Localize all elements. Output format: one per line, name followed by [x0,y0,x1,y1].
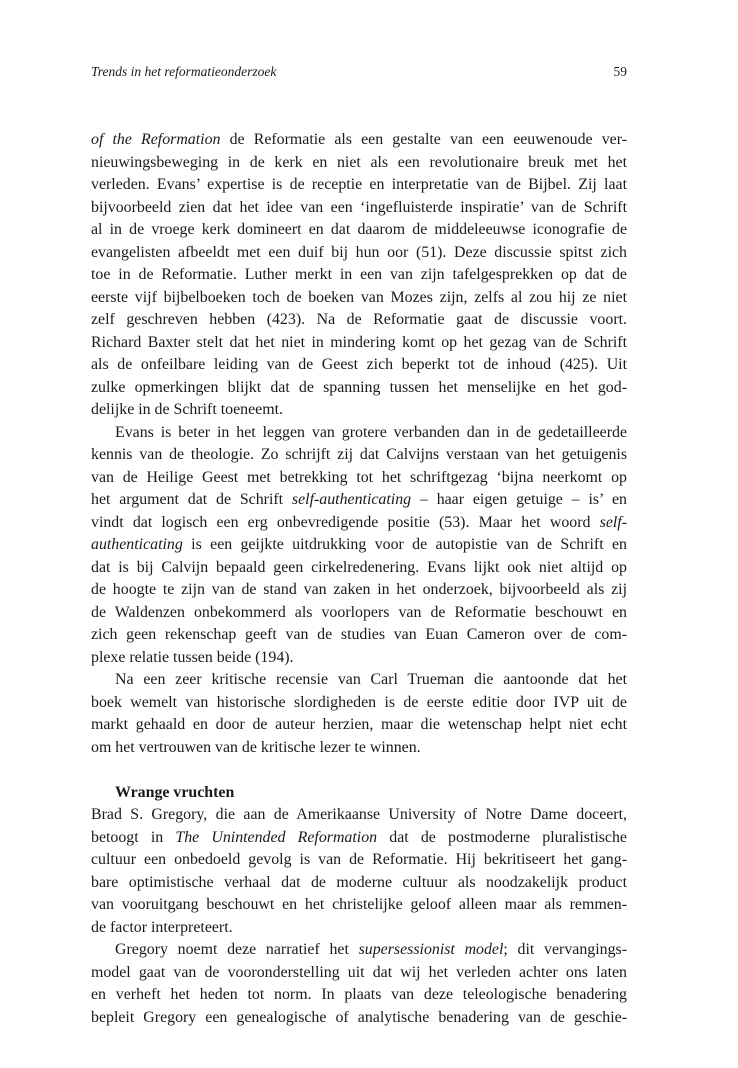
text-segment: boek wemelt van historische slordigheden is de eerste editie door IVP uit de [91,693,627,711]
text-segment: de Waldenzen onbekommerd als voorlopers van de Reformatie beschouwt en [91,603,627,621]
italic-term: self-authenticating [291,491,412,508]
italic-term: supersessionist model [358,941,504,958]
text-line [91,467,627,490]
text-segment: zulke opmerkingen blijkt dat de spanning tussen het menselijke en het god- [91,378,627,396]
text-segment: eerste vijf bijbelboeken toch de boeken van Mozes zijn, zelfs al zou hij ze niet [91,288,627,306]
text-line [91,939,627,962]
text-line [91,399,627,422]
text-segment: om het vertrouwen van de kritische lezer te winnen. [91,738,421,756]
text-segment: – haar eigen getuige – is’ en [411,491,627,508]
text-segment: bare optimistische verhaal dat de moderne cultuur als noodzakelijk product [91,873,627,891]
text-segment: dat is bij Calvijn bepaald geen cirkelredenering. Evans lijkt ook niet altijd op [91,558,627,576]
text-line [91,624,627,647]
text-line [91,669,627,692]
text-line [91,692,627,715]
text-line [91,894,627,917]
text-segment: nieuwingsbeweging in de kerk en niet als een revolutionaire breuk met het [91,153,627,171]
text-segment: evangelisten afbeeldt met een duif bij hun oor (51). Deze discussie spitst zich [91,243,627,261]
text-line [91,827,627,850]
text-segment: model gaat van de vooronderstelling uit dat wij het verleden achter ons laten [91,963,627,981]
italic-term: authenticating [91,536,183,553]
text-line [91,714,627,737]
text-segment: toe in de Reformatie. Luther merkt in een van zijn tafelgesprekken op dat de [91,266,627,283]
text-line [91,804,627,827]
text-segment: vindt dat logisch een erg onbevredigende positie (53). Maar het woord [91,513,600,531]
text-segment: Wrange vruchten [115,783,235,801]
body-text [91,129,627,1029]
text-line [91,332,627,355]
text-line [91,287,627,310]
text-segment: ; dit vervangings- [503,941,627,958]
text-segment: van vooruitgang beschouwt en het christelijke geloof alleen maar als remmen- [91,896,627,913]
text-line [91,1007,627,1030]
text-line [91,197,627,220]
text-line [91,354,627,377]
text-segment: Richard Baxter stelt dat het niet in mindering komt op het gezag van de Schrift [91,333,627,351]
italic-term: The Unintended Reformation [175,828,378,846]
text-segment: bepleit Gregory een genealogische of analytische benadering van de geschie- [91,1008,627,1026]
text-line [91,917,627,940]
text-segment: cultuur een onbedoeld gevolg is van de Reformatie. Hij bekritiseert het gang- [91,851,627,868]
running-head-title: Trends in het reformatieonderzoek [91,64,277,79]
text-segment: de hoogte te zijn van de stand van zaken in het onderzoek, bijvoorbeeld als zij [91,581,627,598]
text-line [91,962,627,985]
text-segment: het argument dat de Schrift [91,491,292,508]
text-segment: de factor interpreteert. [91,918,233,936]
text-line [91,242,627,265]
text-segment: Brad S. Gregory, die aan de Amerikaanse University of Notre Dame doceert, [91,806,627,823]
text-line [91,174,627,197]
text-line [91,377,627,400]
text-line [91,489,627,512]
text-line [91,219,627,242]
text-line [91,309,627,332]
text-segment: al in de vroege kerk domineert en dat daarom de middeleeuwse iconografie de [91,221,627,238]
text-line [91,737,627,760]
text-line [91,534,627,557]
text-line [91,984,627,1007]
text-segment: dat de postmoderne pluralistische [377,828,627,846]
text-line [91,512,627,535]
text-line [91,849,627,872]
text-line [91,872,627,895]
running-head [91,64,627,84]
text-line [91,129,627,152]
italic-term: self- [599,513,627,531]
text-segment: zelf geschreven hebben (423). Na de Reformatie gaat de discussie voort. [91,311,627,328]
text-segment: verleden. Evans’ expertise is de receptie en interpretatie van de Bijbel. Zij laat [91,176,627,193]
italic-term: of the Reformation [91,131,221,148]
text-segment: kennis van de theologie. Zo schrijft zij dat Calvijns verstaan van het getuigenis [91,446,627,463]
text-segment: Evans is beter in het leggen van grotere verbanden dan in de gedetailleerde [115,423,627,441]
text-segment: zich geen rekenschap geeft van de studies van Euan Cameron over de com- [91,626,627,643]
text-line [91,444,627,467]
text-segment: markt gehaald en door de auteur herzien, maar die wetenschap helpt niet echt [91,716,627,733]
text-segment: bijvoorbeeld zien dat het idee van een ‘ingefluisterde inspiratie’ van de Schrift [91,198,627,216]
text-line [91,152,627,175]
text-segment: plexe relatie tussen beide (194). [91,648,294,666]
text-line [91,602,627,625]
text-line [91,422,627,445]
text-line [91,264,627,287]
text-segment: delijke in de Schrift toeneemt. [91,401,283,418]
text-segment: als de onfeilbare leiding van de Geest zich beperkt tot de inhoud (425). Uit [91,356,627,373]
text-line [91,557,627,580]
text-line [91,647,627,670]
section-heading [91,782,627,805]
text-segment: de Reformatie als een gestalte van een eeuwenoude ver- [220,131,628,148]
text-line [91,579,627,602]
text-segment: is een geijkte uitdrukking voor de autopistie van de Schrift en [182,536,627,553]
section-gap [91,759,627,782]
text-segment: en verheft het heden tot norm. In plaats van deze teleologische benadering [91,986,627,1003]
page-number: 59 [613,64,627,79]
text-segment: betoogt in [91,828,176,846]
text-segment: Gregory noemt deze narratief het [115,941,359,958]
text-segment: Na een zeer kritische recensie van Carl Trueman die aantoonde dat het [115,671,627,688]
text-segment: van de Heilige Geest met betrekking tot het schriftgezag ‘bijna neerkomt op [91,468,627,486]
